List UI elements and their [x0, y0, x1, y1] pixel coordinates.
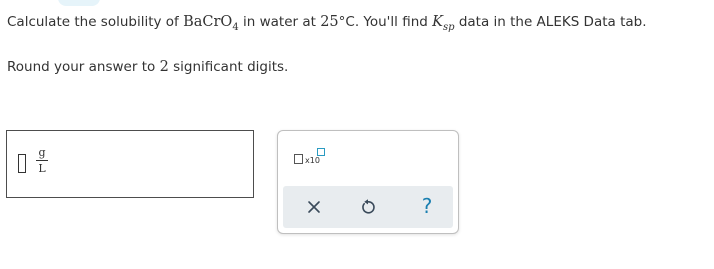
math-palette — [277, 130, 459, 234]
undo-button[interactable] — [358, 197, 378, 217]
x10-exponent-box — [317, 148, 325, 156]
top-tab-indicator — [58, 0, 100, 6]
x10-button[interactable] — [291, 147, 329, 169]
temperature-unit-text: °C. You'll find — [338, 14, 428, 30]
question-middle: in water at — [242, 14, 316, 30]
ksp-subscript: sp — [442, 22, 455, 33]
compound-subscript: 4 — [232, 22, 239, 33]
x10-base-box — [294, 154, 303, 164]
answer-input-box[interactable] — [6, 130, 254, 198]
compound-main: BaCrO — [183, 14, 233, 30]
unit-fraction — [36, 146, 48, 175]
x10-label: x10 — [305, 156, 320, 165]
question-suffix: data in the ALEKS Data tab. — [458, 14, 647, 30]
answer-value-slot[interactable] — [18, 154, 26, 173]
clear-button[interactable] — [304, 197, 324, 217]
significant-digits-count: 2 — [159, 59, 169, 75]
ksp-symbol — [432, 14, 455, 33]
unit-denominator: L — [38, 162, 46, 175]
ksp-k: K — [432, 14, 443, 30]
temperature-value: 25 — [320, 14, 339, 30]
instruction-text — [7, 57, 288, 77]
instruction-prefix: Round your answer to — [7, 59, 156, 75]
question-prefix: Calculate the solubility of — [7, 14, 179, 30]
fraction-bar — [36, 160, 48, 161]
unit-numerator: g — [38, 146, 46, 159]
question-text — [7, 12, 647, 34]
close-icon — [304, 197, 324, 217]
palette-action-bar — [283, 186, 453, 228]
compound-formula — [183, 14, 239, 33]
undo-icon — [358, 197, 378, 217]
help-button[interactable]: ? — [421, 194, 433, 218]
instruction-suffix: significant digits. — [173, 59, 289, 75]
